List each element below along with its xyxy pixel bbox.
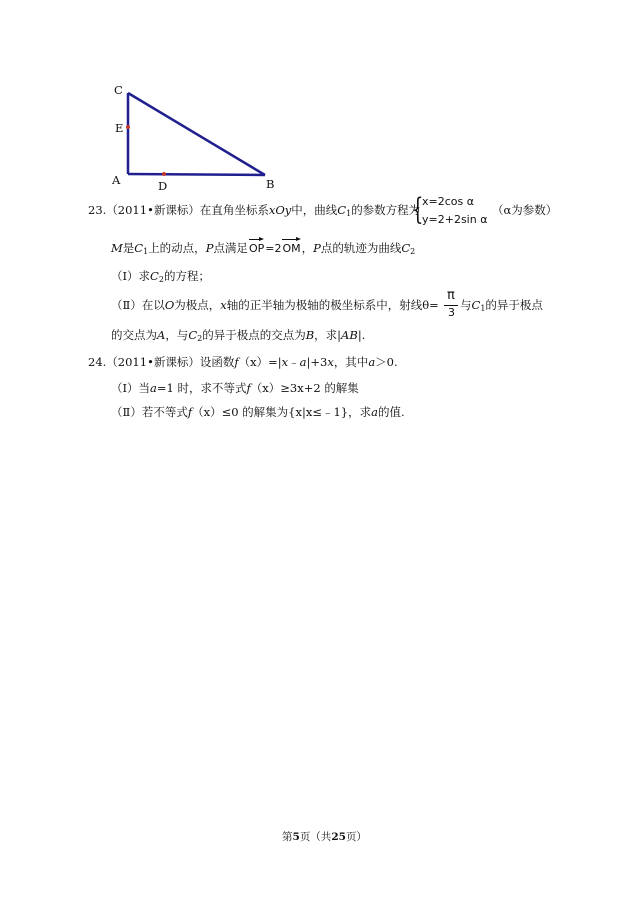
q23-c: C: [337, 203, 347, 217]
q23-sub2: 2: [410, 247, 416, 256]
q24-stem-d: |+3: [306, 355, 328, 369]
label-e: E: [115, 121, 124, 135]
system-brace: {: [412, 192, 424, 227]
vector-om: OM: [282, 238, 300, 257]
q24-f: f: [234, 355, 239, 369]
q24-number: 24.: [88, 355, 107, 369]
q23-line2: [111, 238, 415, 257]
footer-pre: 第: [282, 831, 293, 843]
q24-stem-c: ﹣: [288, 355, 300, 369]
q24-a-2: a: [368, 355, 376, 369]
q24-f-3: f: [187, 405, 193, 419]
q23-a: A: [157, 328, 166, 342]
q24-a-4: a: [371, 405, 378, 419]
side-cb: [128, 93, 265, 175]
q23-part2-a: 在以: [141, 298, 165, 312]
q24-stem-f: ＞0.: [375, 355, 398, 369]
q24-part1-num: （Ⅰ）: [111, 381, 139, 395]
q24-part2-c: 的值.: [377, 405, 405, 419]
q23-xoy: xOy: [268, 203, 292, 217]
q24-part2-num: （Ⅱ）: [111, 405, 142, 419]
q23-stem-c: 的参数方程为: [351, 203, 421, 217]
q23-sub2-2: 2: [158, 275, 164, 284]
q23-source: （2011•新课标）: [106, 203, 200, 217]
q23-l4-a: 的交点为: [111, 328, 157, 342]
q23-l4-d: ，求|: [314, 328, 342, 342]
q23-part2-tail: [460, 297, 543, 313]
q23-part2-e: 的异于极点: [485, 298, 543, 312]
param-note: （α为参数）: [492, 203, 558, 217]
q23-m: M: [111, 241, 123, 255]
q23-part1-a: 求: [138, 269, 151, 283]
q23-c-3: C: [401, 241, 411, 255]
point-d: [162, 172, 166, 176]
q23-part2-num: （Ⅱ）: [111, 298, 142, 312]
q23-part2-b: 为极点，: [174, 298, 221, 312]
q23-sub1-2: 1: [143, 247, 149, 256]
q24-stem-a: 设函数: [199, 355, 235, 369]
q24-part2-b: （x）≤0 的解集为{x|x≤﹣1}，求: [192, 405, 372, 419]
q23-part1-b: 的方程；: [163, 269, 210, 283]
q23-l2-b: 上的动点，: [148, 241, 206, 255]
q24-x: x: [281, 355, 289, 369]
page-footer: [282, 829, 367, 844]
q24-part1: [111, 380, 359, 396]
q24-part2-a: 若不等式: [141, 405, 188, 419]
q23-eq-sign: =2: [265, 242, 282, 255]
q23-stem-a: 在直角坐标系: [199, 203, 269, 217]
q24-part1-c: （x）≥3x+2 的解集: [250, 381, 359, 395]
q23-l2-e: 点的轨迹为曲线: [320, 241, 402, 255]
q23-part1-num: （Ⅰ）: [111, 269, 139, 283]
q23-c-6: C: [188, 328, 198, 342]
footer-page-number: 5: [292, 831, 300, 843]
label-c: C: [114, 83, 123, 97]
label-a: A: [112, 173, 121, 187]
q24-a: a: [299, 355, 307, 369]
q23-line1: [88, 202, 420, 218]
q24-line1: [88, 354, 398, 370]
q23-o: O: [164, 298, 175, 312]
label-d: D: [158, 179, 168, 193]
q23-line4: [111, 327, 365, 343]
q23-number: 23.: [88, 203, 107, 217]
frac-three: 3: [448, 306, 455, 319]
q23-stem-b: 中，曲线: [291, 203, 338, 217]
q23-l4-c: 的异于极点的交点为: [202, 328, 306, 342]
footer-mid: 页（共: [299, 831, 332, 843]
param-eq-2: y=2+2sin α: [422, 213, 488, 226]
q23-sub1: 1: [346, 209, 352, 218]
vector-op: OP: [249, 238, 264, 257]
point-e: [126, 125, 130, 129]
q23-x: x: [220, 298, 227, 312]
q23-part2-c: 轴的正半轴为极轴的极坐标系中，射线θ=: [226, 298, 439, 312]
q24-stem-b: （x）=|: [238, 355, 282, 369]
q23-c-5: C: [471, 298, 481, 312]
frac-pi: π: [447, 288, 455, 303]
q24-a-3: a: [150, 381, 157, 395]
footer-total-pages: 25: [331, 831, 346, 843]
q23-part2: [111, 297, 439, 313]
q23-l2-a: 是: [122, 241, 135, 255]
side-ab: [128, 174, 265, 175]
label-b: B: [266, 177, 275, 191]
q23-l2-d: ，: [301, 241, 314, 255]
triangle-figure: [108, 80, 288, 195]
q23-l2-c: 点满足: [213, 241, 248, 255]
q23-l4-b: ，与: [165, 328, 189, 342]
q24-part1-b: =1 时，求不等式: [156, 381, 247, 395]
q23-b: B: [305, 328, 315, 342]
q24-source: （2011•新课标）: [106, 355, 200, 369]
q23-p-2: P: [313, 241, 321, 255]
q23-ab: AB: [341, 328, 358, 342]
q23-part2-d: 与: [460, 298, 472, 312]
q23-part1: [111, 268, 210, 284]
q24-part1-a: 当: [138, 381, 151, 395]
q23-sub1-3: 1: [480, 304, 486, 313]
param-eq-1: x=2cos α: [422, 195, 474, 208]
q24-part2: [111, 404, 405, 420]
q23-c-4: C: [150, 269, 159, 283]
q24-x-2: x: [327, 355, 334, 369]
q23-l4-e: |.: [357, 328, 366, 342]
q24-f-2: f: [246, 381, 251, 395]
footer-post: 页）: [345, 831, 367, 843]
q23-c-2: C: [134, 241, 144, 255]
q23-sub2-3: 2: [197, 334, 203, 343]
q23-p: P: [205, 241, 214, 255]
q24-stem-e: ，其中: [333, 355, 369, 369]
